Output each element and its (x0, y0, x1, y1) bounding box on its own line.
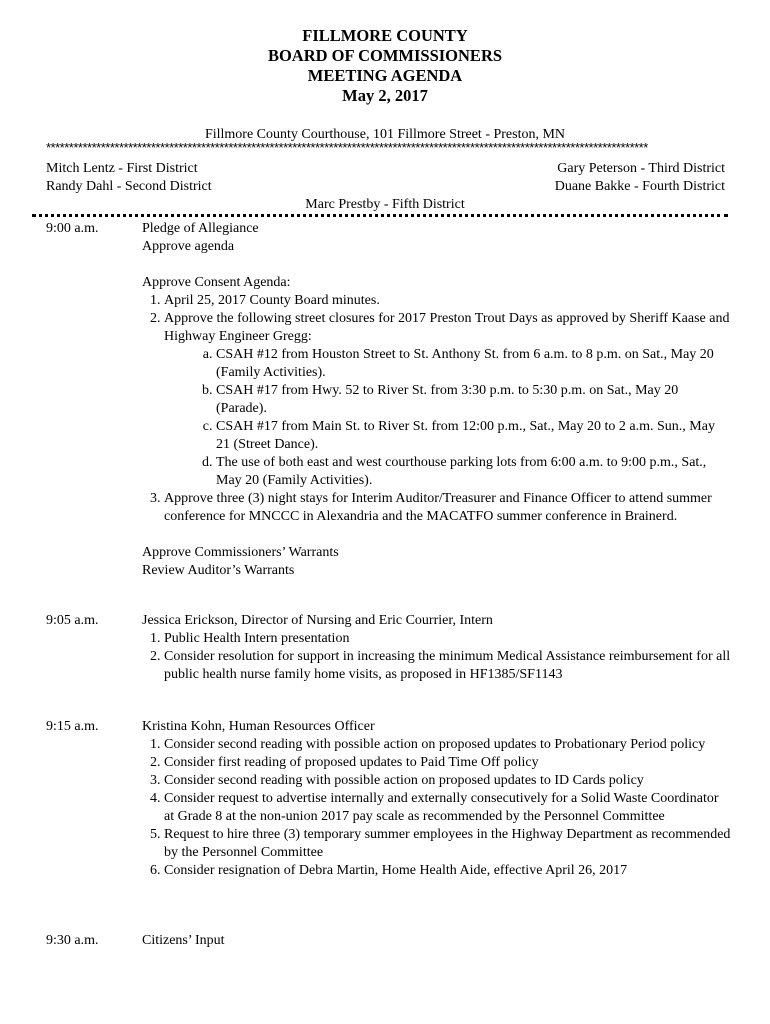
county-title: FILLMORE COUNTY (302, 26, 468, 45)
commissioners-warrants: Approve Commissioners’ Warrants (142, 545, 339, 560)
closure-list (164, 346, 732, 490)
commissioner-fifth: Marc Prestby - Fifth District (305, 197, 465, 212)
citizens-input: Citizens’ Input (142, 933, 225, 948)
asterisk-divider: ************************************************************************************************************************************ (46, 141, 648, 155)
agenda-item: 3. Consider second reading with possible action on proposed updates to ID Cards policy (164, 772, 732, 790)
meeting-date: May 2, 2017 (342, 86, 428, 105)
commissioner-first: Mitch Lentz - First District (46, 161, 198, 176)
agenda-item: 5. Request to hire three (3) temporary summer employees in the Highway Department as recommended by the Personnel Committee (164, 826, 732, 862)
presenter-905: Jessica Erickson, Director of Nursing and Eric Courrier, Intern (142, 613, 493, 628)
auditors-warrants: Review Auditor’s Warrants (142, 563, 295, 578)
commissioner-second: Randy Dahl - Second District (46, 179, 212, 194)
items-915 (142, 736, 732, 880)
closure-item: c. CSAH #17 from Main St. to River St. from 12:00 p.m., Sat., May 20 to 2 a.m. Sun., May 21 (Street Dance). (216, 418, 732, 454)
agenda-item: 1. Consider second reading with possible action on proposed updates to Probationary Period policy (164, 736, 732, 754)
consent-item (164, 310, 732, 490)
time-905: 9:05 a.m. (46, 613, 99, 628)
agenda-title: MEETING AGENDA (307, 66, 463, 85)
consent-agenda-title: Approve Consent Agenda: (142, 275, 291, 290)
presenter-915: Kristina Kohn, Human Resources Officer (142, 719, 375, 734)
consent-list (142, 292, 732, 526)
section-900 (142, 220, 732, 580)
agenda-header (0, 26, 770, 106)
consent-item-text: Approve the following street closures for 2017 Preston Trout Days as approved by Sheriff Kaase and Highway Engineer Gregg: (164, 311, 730, 344)
time-915: 9:15 a.m. (46, 719, 99, 734)
items-905 (142, 630, 732, 684)
section-905 (142, 612, 732, 684)
closure-item: b. CSAH #17 from Hwy. 52 to River St. from 3:30 p.m. to 5:30 p.m. on Sat., May 20 (Parade). (216, 382, 732, 418)
consent-item: 3. Approve three (3) night stays for Interim Auditor/Treasurer and Finance Officer to attend summer conference for MNCCC in Alexandria and the MACATFO summer conference in Brainerd. (164, 490, 732, 526)
board-title: BOARD OF COMMISSIONERS (267, 46, 503, 65)
section-915 (142, 718, 732, 880)
agenda-item: 2. Consider resolution for support in increasing the minimum Medical Assistance reimbursement for all public health nurse family home visits, as proposed in HF1385/SF1143 (164, 648, 732, 684)
agenda-item: 1. Public Health Intern presentation (164, 630, 732, 648)
closure-item: d. The use of both east and west courthouse parking lots from 6:00 a.m. to 9:00 p.m., Sat., May 20 (Family Activities). (216, 454, 732, 490)
courthouse-address: Fillmore County Courthouse, 101 Fillmore Street - Preston, MN (204, 127, 566, 142)
agenda-item: 2. Consider first reading of proposed updates to Paid Time Off policy (164, 754, 732, 772)
time-900: 9:00 a.m. (46, 221, 99, 236)
approve-agenda-item: Approve agenda (142, 239, 235, 254)
agenda-item: 6. Consider resignation of Debra Martin, Home Health Aide, effective April 26, 2017 (164, 862, 732, 880)
commissioner-third: Gary Peterson - Third District (557, 161, 725, 176)
consent-item: 1. April 25, 2017 County Board minutes. (164, 292, 732, 310)
dotted-divider (32, 214, 728, 217)
agenda-item: 4. Consider request to advertise internally and externally consecutively for a Solid Waste Coordinator at Grade 8 at the non-union 2017 pay scale as recommended by the Personnel Committee (164, 790, 732, 826)
closure-item: a. CSAH #12 from Houston Street to St. Anthony St. from 6 a.m. to 8 p.m. on Sat., May 20 (Family Activities). (216, 346, 732, 382)
commissioner-fourth: Duane Bakke - Fourth District (554, 179, 725, 194)
time-930: 9:30 a.m. (46, 933, 99, 948)
pledge-item: Pledge of Allegiance (142, 221, 259, 236)
